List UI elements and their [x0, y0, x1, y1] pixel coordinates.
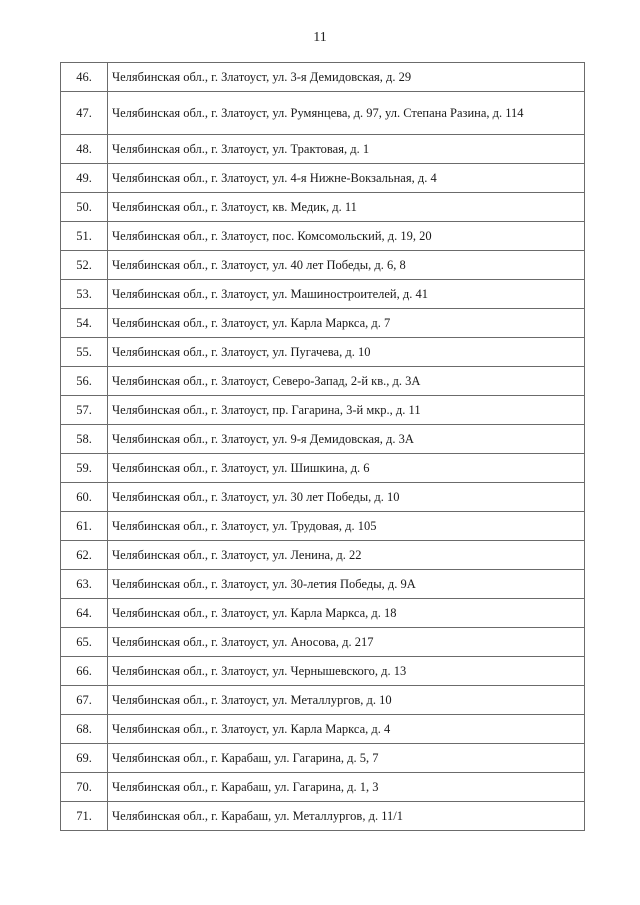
table-row [61, 338, 585, 367]
address-table-body [61, 63, 585, 831]
row-address: Челябинская обл., г. Златоуст, ул. Чернышевского, д. 13 [108, 657, 585, 686]
table-row [61, 599, 585, 628]
row-address: Челябинская обл., г. Златоуст, ул. Машиностроителей, д. 41 [108, 280, 585, 309]
row-number: 63. [61, 570, 108, 599]
table-row [61, 483, 585, 512]
row-address: Челябинская обл., г. Златоуст, ул. Трактовая, д. 1 [108, 135, 585, 164]
row-address: Челябинская обл., г. Златоуст, ул. Карла Маркса, д. 4 [108, 715, 585, 744]
row-number: 48. [61, 135, 108, 164]
table-row [61, 744, 585, 773]
row-address: Челябинская обл., г. Златоуст, пр. Гагарина, 3-й мкр., д. 11 [108, 396, 585, 425]
row-number: 46. [61, 63, 108, 92]
table-row [61, 715, 585, 744]
row-number: 53. [61, 280, 108, 309]
table-row [61, 251, 585, 280]
row-address: Челябинская обл., г. Златоуст, кв. Медик, д. 11 [108, 193, 585, 222]
table-row [61, 454, 585, 483]
row-address: Челябинская обл., г. Златоуст, Северо-Запад, 2-й кв., д. 3А [108, 367, 585, 396]
row-address: Челябинская обл., г. Златоуст, ул. Шишкина, д. 6 [108, 454, 585, 483]
row-address: Челябинская обл., г. Златоуст, ул. Карла Маркса, д. 7 [108, 309, 585, 338]
row-number: 71. [61, 802, 108, 831]
row-number: 68. [61, 715, 108, 744]
row-address: Челябинская обл., г. Златоуст, ул. Трудовая, д. 105 [108, 512, 585, 541]
row-address: Челябинская обл., г. Златоуст, ул. Румянцева, д. 97, ул. Степана Разина, д. 114 [108, 92, 585, 135]
address-table [60, 62, 585, 831]
row-number: 62. [61, 541, 108, 570]
table-row [61, 541, 585, 570]
row-address: Челябинская обл., г. Златоуст, ул. 3-я Демидовская, д. 29 [108, 63, 585, 92]
table-row [61, 396, 585, 425]
row-number: 58. [61, 425, 108, 454]
table-row [61, 63, 585, 92]
row-number: 59. [61, 454, 108, 483]
row-address: Челябинская обл., г. Златоуст, ул. Ленина, д. 22 [108, 541, 585, 570]
row-number: 60. [61, 483, 108, 512]
table-row [61, 222, 585, 251]
row-address: Челябинская обл., г. Златоуст, ул. 4-я Нижне-Вокзальная, д. 4 [108, 164, 585, 193]
row-number: 56. [61, 367, 108, 396]
row-address: Челябинская обл., г. Златоуст, ул. Металлургов, д. 10 [108, 686, 585, 715]
row-number: 64. [61, 599, 108, 628]
table-row [61, 309, 585, 338]
row-number: 51. [61, 222, 108, 251]
row-address: Челябинская обл., г. Златоуст, ул. 30 лет Победы, д. 10 [108, 483, 585, 512]
row-number: 47. [61, 92, 108, 135]
table-row [61, 92, 585, 135]
row-number: 54. [61, 309, 108, 338]
row-number: 67. [61, 686, 108, 715]
row-address: Челябинская обл., г. Карабаш, ул. Металлургов, д. 11/1 [108, 802, 585, 831]
table-row [61, 570, 585, 599]
row-number: 49. [61, 164, 108, 193]
table-row [61, 773, 585, 802]
row-address: Челябинская обл., г. Карабаш, ул. Гагарина, д. 5, 7 [108, 744, 585, 773]
table-row [61, 367, 585, 396]
row-address: Челябинская обл., г. Златоуст, ул. 9-я Демидовская, д. 3А [108, 425, 585, 454]
table-row [61, 512, 585, 541]
table-row [61, 164, 585, 193]
table-row [61, 657, 585, 686]
row-address: Челябинская обл., г. Златоуст, ул. Пугачева, д. 10 [108, 338, 585, 367]
row-address: Челябинская обл., г. Златоуст, ул. 30-летия Победы, д. 9А [108, 570, 585, 599]
row-address: Челябинская обл., г. Златоуст, пос. Комсомольский, д. 19, 20 [108, 222, 585, 251]
row-address: Челябинская обл., г. Златоуст, ул. Аносова, д. 217 [108, 628, 585, 657]
row-address: Челябинская обл., г. Карабаш, ул. Гагарина, д. 1, 3 [108, 773, 585, 802]
row-number: 50. [61, 193, 108, 222]
row-number: 70. [61, 773, 108, 802]
row-number: 52. [61, 251, 108, 280]
table-row [61, 280, 585, 309]
row-number: 55. [61, 338, 108, 367]
table-row [61, 628, 585, 657]
table-row [61, 686, 585, 715]
table-row [61, 135, 585, 164]
table-row [61, 802, 585, 831]
table-row [61, 193, 585, 222]
row-number: 57. [61, 396, 108, 425]
table-row [61, 425, 585, 454]
row-number: 61. [61, 512, 108, 541]
row-number: 66. [61, 657, 108, 686]
row-address: Челябинская обл., г. Златоуст, ул. 40 лет Победы, д. 6, 8 [108, 251, 585, 280]
page-number: 11 [313, 30, 327, 45]
row-address: Челябинская обл., г. Златоуст, ул. Карла Маркса, д. 18 [108, 599, 585, 628]
row-number: 69. [61, 744, 108, 773]
row-number: 65. [61, 628, 108, 657]
